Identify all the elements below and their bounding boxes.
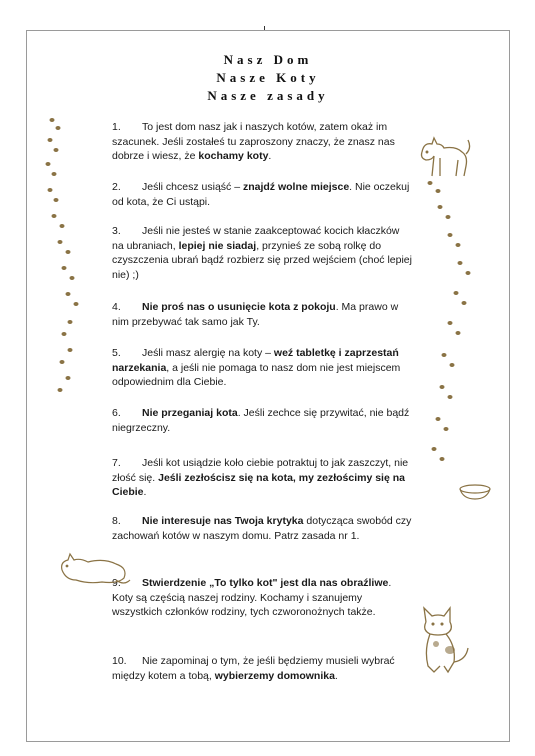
rule-3 — [112, 224, 412, 282]
rule-6 — [112, 406, 412, 435]
rule-text: , a jeśli nie pomaga to nasz dom nie jest miejscem odpowiednim dla Ciebie. — [112, 361, 401, 389]
rule-5 — [112, 346, 412, 390]
title-line-3: Nasze zasady — [207, 88, 329, 103]
rule-4 — [112, 300, 412, 329]
food-bowl-icon — [455, 482, 495, 502]
rule-text: To jest dom nasz jak i naszych kotów, zatem okaż im szacunek. Jeśli zostałeś tu zaproszony znaczy, że znasz nas dobrze i wiesz, że — [112, 121, 395, 163]
rule-text: Jeśli chcesz usiąść – — [142, 181, 243, 193]
rule-text: . — [334, 669, 338, 682]
rule-text: . Nie oczekuj od kota, że Ci ustąpi. — [112, 181, 410, 208]
rule-emphasis: Nie proś nas o usunięcie kota z pokoju — [142, 301, 336, 313]
rule-text: dotycząca swobód czy zachowań kotów w naszym domu. Patrz zasada nr 1. — [112, 515, 412, 542]
rule-emphasis: weź tabletkę i zaprzestań narzekania — [112, 347, 399, 374]
rule-1 — [112, 120, 412, 164]
rule-8 — [112, 514, 412, 543]
rule-emphasis: wybierzemy domownika — [214, 669, 335, 682]
rule-10 — [112, 654, 412, 683]
rule-text: , przynieś ze sobą rolkę do czyszczenia ubrań bądź rozbierz się przed wejściem (choć lepiej nie) ;) — [112, 239, 412, 281]
rule-emphasis: Jeśli zezłościsz się na kota, my zezłościmy się na Ciebie — [112, 471, 405, 499]
title-line-2: Nasze Koty — [216, 70, 320, 85]
rule-number: 2. — [112, 181, 121, 193]
rule-text: . Ma prawo w nim przebywać tak samo jak Ty. — [112, 301, 399, 328]
rule-emphasis: Nie interesuje nas Twoja krytyka — [142, 515, 304, 527]
rule-number: 3. — [112, 225, 121, 237]
rule-text: Jeśli kot usiądzie koło ciebie potraktuj to jak zaszczyt, nie złość się. — [112, 457, 409, 484]
rule-number: 5. — [112, 347, 121, 359]
title-line-1: Nasz Dom — [223, 52, 313, 67]
rule-text: . — [143, 486, 147, 499]
rule-number: 6. — [112, 407, 121, 419]
rule-number: 10. — [112, 655, 127, 667]
rule-text: Jeśli masz alergię na koty – — [142, 347, 274, 359]
paw-prints-right-icon — [420, 175, 490, 475]
rule-number: 4. — [112, 301, 121, 313]
rule-emphasis: znajdź wolne miejsce — [242, 181, 350, 193]
paw-prints-left-icon — [36, 110, 106, 410]
rule-7 — [112, 456, 412, 500]
rule-text: . Koty są częścią naszej rodziny. Kochamy i szanujemy wszystkich członków rodziny, tych czworonożnych także. — [112, 577, 392, 619]
rule-emphasis: lepiej nie siadaj — [178, 239, 257, 252]
cat-lying-icon — [58, 550, 132, 590]
cat-standing-icon — [412, 130, 472, 180]
rule-2 — [112, 180, 412, 209]
rule-emphasis: Nie przeganiaj kota — [142, 407, 238, 419]
rule-9 — [112, 576, 412, 620]
rule-text: . Jeśli zechce się przywitać, nie bądź niegrzeczny. — [112, 407, 410, 434]
rule-text: Nie zapominaj o tym, że jeśli będziemy musieli wybrać między kotem a tobą, — [112, 655, 395, 682]
rule-text: . — [268, 150, 272, 163]
rule-number: 7. — [112, 457, 121, 469]
rule-emphasis: kochamy koty — [198, 150, 269, 163]
rule-text: Jeśli nie jesteś w stanie zaakceptować kocich kłaczków na ubraniach, — [112, 225, 400, 252]
rule-number: 9. — [112, 577, 121, 589]
cat-sitting-icon — [414, 600, 474, 676]
page-title — [27, 51, 509, 105]
rule-number: 1. — [112, 121, 121, 133]
rule-number: 8. — [112, 515, 121, 527]
rule-emphasis: Stwierdzenie „To tylko kot" jest dla nas obraźliwe — [142, 577, 389, 589]
